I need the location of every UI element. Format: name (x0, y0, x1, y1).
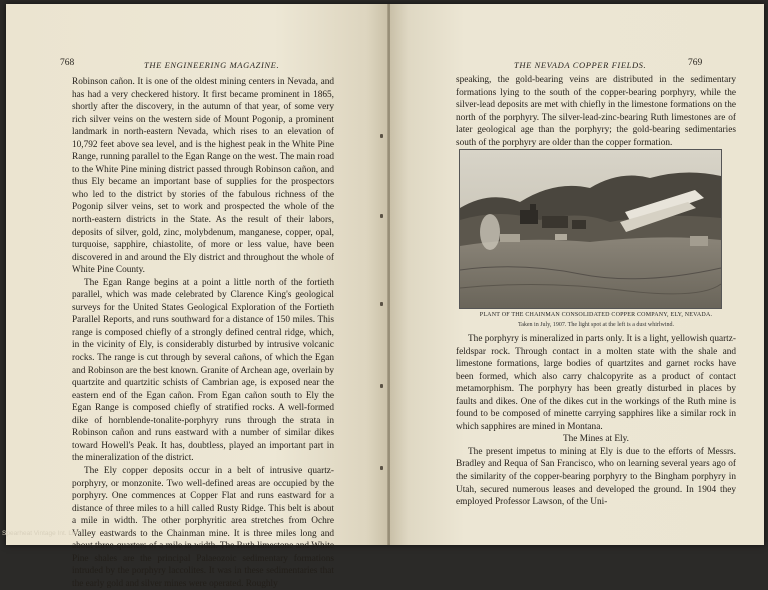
paragraph: The Ely copper deposits occur in a belt of intrusive quartz-porphyry, or monzonite. Two well-defined areas are occupied by the porphyry. One commences at Copper Flat and runs eastward for a distance of three miles to a hill called Rusty Ridge. This belt is about a mile in width. The other porphyritic area stretches from Ochre Valley eastwards to the Chainman mine. It is three miles long and about three-quarters of a mile in width. The Ruth limestone and White Pine shales are the principal Palaeozoic sedimentary formations intruded by the porphyry laccolites. It was in these sedimentaries that the early gold and silver mines were operated. Roughly (72, 465, 334, 589)
photo-subcaption: Taken in July, 1907. The light spot at the left is a dust whirlwind. (517, 322, 675, 328)
right-page (390, 4, 764, 545)
running-head-left: THE ENGINEERING MAGAZINE. (144, 60, 280, 70)
binding-hole (380, 134, 383, 138)
book-spread (6, 4, 764, 589)
mine-plant-photo (459, 149, 722, 309)
paragraph: Robinson cañon. It is one of the oldest mining centers in Nevada, and has had a very checkered history. It first became prominent in 1865, shortly after the discovery, in the autumn of that year, of some very rich silver veins on the western side of Mount Pogonip, a prominent landmark in north-eastern Nevada, which rises to an elevation of 10,792 feet above sea level, and is the highest peak in the White Pine Range, running parallel to the Egan Range on the west. The main road to the White Pine mining district passed through Robinson cañon, and thus Ely became an important base of supplies for the prospectors who led to the district by stories of the fabulous richness of the Pogonip silver veins, set to work and prospected the whole of the north-eastern districts in the State. As the result of their labors, deposits of silver, gold, zinc, molybdenum, manganese, copper, opal, turquoise, sapphire, chiastolite, of more or less value, have been discovered in and around the Ely district and throughout the whole of White Pine County. (72, 77, 334, 276)
binding-hole (380, 214, 383, 218)
binding-hole (380, 466, 383, 470)
paragraph: speaking, the gold-bearing veins are distributed in the sedimentary formations lying to the south of the copper-bearing porphyry, while the silver-lead deposits are met with chiefly in the limestone formations on the north of the porphyry. The silver-lead-zinc-bearing Ruth limestones are of later geological age than the porphyry; the gold-bearing sedimentaries south of the porphyry are older than the copper formation. (456, 75, 736, 148)
page-number-right: 769 (688, 58, 703, 68)
running-head-right: THE NEVADA COPPER FIELDS. (514, 60, 647, 70)
paragraph: The porphyry is mineralized in parts only. It is a light, yellowish quartz-feldspar rock. Through contact in a molten state with the shale and limestone formations, large bodies of quartzites and garnet rocks have been formed, which also carry chalcopyrite as a product of contact metamorphism. The porphyry has been greatly disturbed in places by faults and dikes. One of the dikes cut in the workings of the Ruth mine is found to be composed of minette carrying sapphires like a similar rock in which sapphires are mined in Montana. (456, 334, 736, 432)
binding-hole (380, 384, 383, 388)
paragraph: The present impetus to mining at Ely is due to the efforts of Messrs. Bradley and Requa of San Francisco, who on learning several years ago of the similarity of the copper-bearing porphyry to the Bingham porphyry in Utah, secured numerous leases and developed the ground. In 1904 they employed Professor Lawson, of the Uni- (456, 446, 736, 508)
paragraph: The Egan Range begins at a point a little north of the fortieth parallel, which was made celebrated by Clarence King's geological surveys for the United States Geological Exploration of the Fortieth Parallel Reports, and runs southward for a distance of 150 miles. This range is composed chiefly of a strongly defined central ridge, which, in the vicinity of Ely, is considerably disturbed by intrusive volcanic rocks. The range is cut through by several cañons, of which the Egan and Robinson are the best known. Granite of Archean age, overlain by quartzite and quartzitic schists of Cambrian age, is exposed near the eastern end of the Egan cañon. From Egan cañon south to Ely the Egan Range is composed chiefly of stratified rocks. A well-formed dike of hornblende-tonalite-porphyry runs through the strata in Robinson cañon and runs eastward with a number of similar dikes toward Howell's Peak. It has, doubtless, played an important part in the mineralization of the district. (72, 277, 334, 464)
watermark-text: Spearheat Vintage Int. Ltd (2, 530, 78, 537)
photo-caption: PLANT OF THE CHAINMAN CONSOLIDATED COPPER COMPANY, ELY, NEVADA. (479, 312, 713, 318)
right-bottom-text (456, 333, 736, 509)
section-heading: The Mines at Ely. (562, 434, 629, 445)
binding-hole (380, 302, 383, 306)
left-page (6, 4, 390, 589)
right-top-text (456, 74, 736, 149)
page-number-left: 768 (60, 58, 75, 68)
left-text-column (72, 76, 334, 590)
